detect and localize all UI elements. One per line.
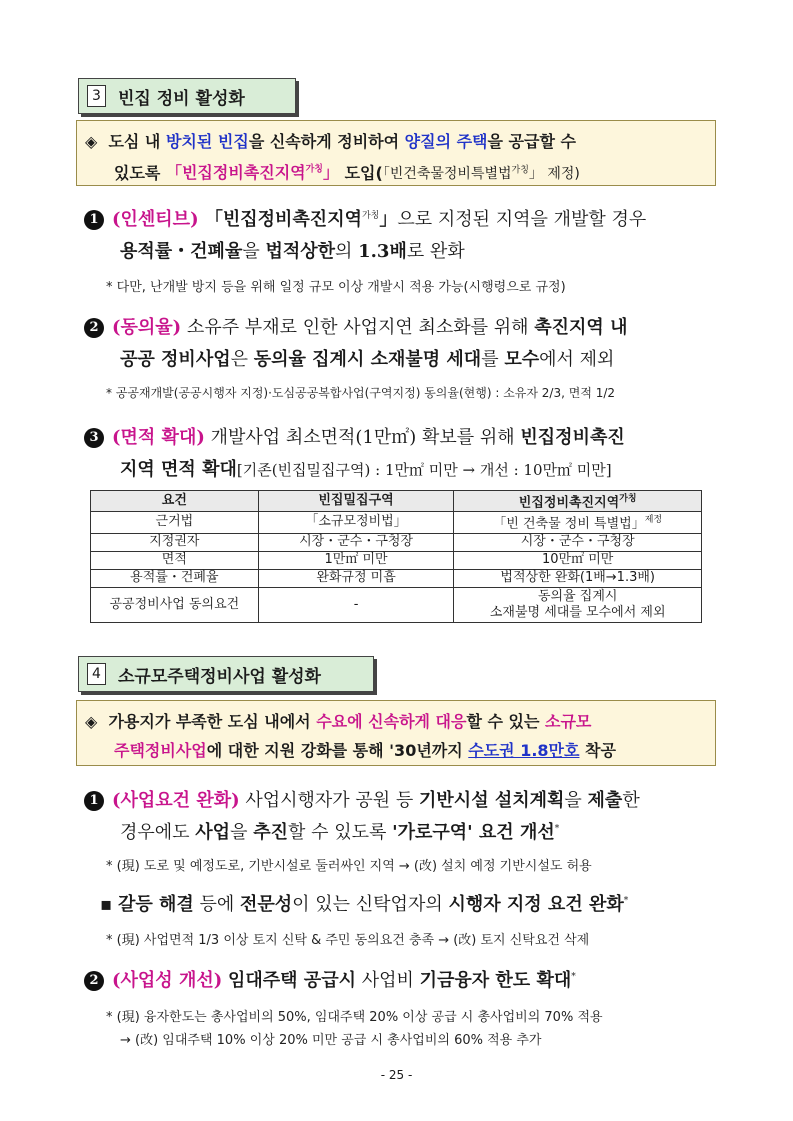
table-cell: 10만㎡ 미만 — [454, 551, 702, 569]
s3-item-2-line-2 — [120, 345, 614, 371]
table-cell: 「소규모정비법」 — [258, 512, 454, 533]
section-3-summary-box — [76, 120, 716, 186]
item-text: 법적상한 — [265, 241, 336, 262]
cell-text: 「빈 건축물 정비 특별법」 — [493, 516, 645, 532]
superscript: 가칭 — [619, 494, 637, 504]
diamond-bullet-icon: ◈ — [85, 712, 98, 731]
number-1-icon: 1 — [84, 791, 104, 811]
table-row — [91, 533, 702, 551]
summary-highlight — [166, 163, 339, 182]
square-bullet-icon: ▪ — [100, 894, 113, 915]
table-cell: 1만㎡ 미만 — [258, 551, 454, 569]
summary-highlight: 수도권 1.8만호 — [468, 741, 580, 760]
summary-highlight: 양질의 주택 — [404, 132, 488, 151]
item-text: 지역 면적 확대 — [120, 459, 237, 480]
summary-line-1 — [85, 127, 705, 156]
section-number-box: 3 — [87, 85, 106, 107]
item-text: 소유주 부재로 인한 사업지연 최소화를 위해 — [181, 317, 535, 338]
item-text: 1.3배 — [358, 241, 407, 262]
table-row — [91, 551, 702, 569]
header-text: 빈집정비촉진지역 — [518, 495, 620, 511]
s4-item-1-note: * (現) 도로 및 예정도로, 기반시설로 둘러싸인 지역 → (改) 설치 예정 기반시설도 허용 — [106, 859, 592, 874]
s3-item-3-line-1 — [84, 423, 625, 449]
cell-text: 소재불명 세대를 모수에서 제외 — [489, 604, 666, 620]
item-text: 이 있는 신탁업자의 — [292, 894, 449, 915]
s3-item-1-line-2 — [120, 237, 465, 263]
page-number: - 25 - — [380, 1068, 413, 1082]
item-text: 사업시행자가 공원 등 — [239, 790, 420, 811]
item-text: 시행자 지정 요건 완화 — [448, 894, 624, 915]
table-cell: 면적 — [91, 551, 259, 569]
superscript: 가칭 — [361, 211, 380, 221]
item-text: 한 — [622, 790, 640, 811]
item-text: [기존(빈집밀집구역) : 1만㎡ 미만 → 개선 : 10만㎡ 미만] — [236, 461, 612, 479]
item-text: 공공 정비사업 — [120, 349, 231, 370]
s4-item-2-note-1: * (現) 융자한도는 총사업비의 50%, 임대주택 20% 이상 공급 시 총사업비의 70% 적용 — [106, 1010, 603, 1025]
item-text: 경우에도 — [120, 822, 196, 843]
table-cell — [454, 512, 702, 533]
s3-item-2-note: * 공공재개발(공공시행자 지정)·도심공공복합사업(구역지정) 동의율(현행) : 소유자 2/3, 면적 1/2 — [106, 386, 616, 400]
summary-highlight: 소규모 — [545, 712, 592, 731]
item-text: 사업 — [195, 822, 231, 843]
superscript: * — [623, 896, 629, 906]
table-header-row — [91, 491, 702, 512]
number-3-icon: 3 — [84, 428, 104, 448]
item-label: (동의율) — [112, 317, 182, 338]
item-text: 로 완화 — [406, 241, 465, 262]
summary-text: 할 수 있는 — [466, 712, 546, 731]
section-4-summary-box — [76, 700, 716, 766]
item-text: 「빈집정비촉진지역 — [198, 209, 362, 230]
table-cell: 완화규정 미흡 — [258, 569, 454, 587]
item-text: 등에 — [193, 894, 240, 915]
item-text: '가로구역' 요건 개선 — [392, 822, 555, 843]
item-text: 할 수 있도록 — [287, 822, 393, 843]
summary-text: 있도록 — [114, 163, 166, 183]
section-number-box: 4 — [87, 663, 106, 685]
comparison-table — [90, 490, 702, 623]
section-3-header — [78, 78, 296, 114]
s3-item-1-line-1 — [84, 205, 646, 231]
summary-line-2 — [85, 156, 705, 189]
table-row — [91, 512, 702, 533]
s4-item-2-note-2: → (改) 임대주택 10% 이상 20% 미만 공급 시 총사업비의 60% 적용 추가 — [120, 1033, 542, 1048]
number-2-icon: 2 — [84, 971, 104, 991]
s3-item-1-note: * 다만, 난개발 방지 등을 위해 일정 규모 이상 개발시 적용 가능(시행령으로 규정) — [106, 280, 566, 295]
item-text: 전문성 — [240, 894, 293, 915]
table-cell: 공공정비사업 동의요건 — [91, 587, 259, 622]
table-cell: 지정권자 — [91, 533, 259, 551]
item-label: (사업요건 완화) — [112, 790, 240, 811]
item-label: (사업성 개선) — [112, 970, 223, 991]
item-text: 」 — [379, 209, 398, 230]
s3-item-3-line-2 — [120, 455, 612, 481]
item-text: 의 — [335, 241, 359, 262]
highlight-text: 「빈집정비촉진지역 — [165, 163, 306, 183]
section-title: 소규모주택정비사업 활성화 — [118, 666, 321, 687]
table-cell: 시장・군수・구청장 — [454, 533, 702, 551]
superscript: 가칭 — [305, 165, 323, 175]
item-label: (인센티브) — [112, 209, 199, 230]
section-title: 빈집 정비 활성화 — [118, 88, 245, 109]
item-text: 추진 — [253, 822, 288, 843]
summary-text: 을 공급할 수 — [487, 132, 576, 151]
item-text: 사업비 — [355, 970, 420, 991]
law-text: 」 제정) — [528, 166, 580, 183]
summary-text: 에 대한 지원 강화를 통해 '30년까지 — [206, 741, 469, 760]
summary-highlight: 수요에 신속하게 대응 — [316, 712, 467, 731]
superscript: 제정 — [644, 515, 663, 526]
s4-sub-note: * (現) 사업면적 1/3 이상 토지 신탁 & 주민 동의요건 충족 → (改) 토지 신탁요건 삭제 — [106, 933, 590, 948]
item-text: 동의율 집계시 소재불명 세대 — [253, 349, 482, 370]
superscript: * — [554, 824, 560, 834]
summary-text: 도입( — [339, 163, 383, 183]
law-text: 「빈건축물정비특별법 — [382, 166, 512, 183]
item-text: 을 — [242, 241, 266, 262]
summary-text: 가용지가 부족한 도심 내에서 — [108, 712, 317, 731]
summary-line-2 — [85, 736, 705, 765]
item-text: 갈등 해결 — [117, 894, 194, 915]
summary-highlight: 방치된 빈집 — [165, 132, 249, 151]
diamond-bullet-icon: ◈ — [85, 132, 98, 151]
summary-text: 착공 — [579, 741, 616, 760]
item-text: 모수 — [504, 349, 540, 370]
item-text: 은 — [230, 349, 254, 370]
table-cell: 법적상한 완화(1배→1.3배) — [454, 569, 702, 587]
item-text: 기반시설 설치계획 — [419, 790, 565, 811]
superscript: * — [571, 972, 576, 982]
cell-text: 동의율 집계시 — [537, 588, 618, 604]
item-text: 제출 — [587, 790, 623, 811]
table-cell: 시장・군수・구청장 — [258, 533, 454, 551]
s4-item-1-line-1 — [84, 786, 640, 812]
item-text: 에서 제외 — [539, 349, 615, 370]
table-row — [91, 569, 702, 587]
summary-line-1 — [85, 707, 705, 736]
item-text: 를 — [481, 349, 505, 370]
law-name — [383, 166, 580, 182]
s3-item-2-line-1 — [84, 313, 627, 339]
superscript: 가칭 — [511, 165, 529, 176]
highlight-text: 」 — [323, 163, 340, 183]
table-cell: 용적률・건폐율 — [91, 569, 259, 587]
item-text: 임대주택 공급시 — [227, 970, 356, 991]
s4-item-2-line-1 — [84, 966, 576, 992]
item-text: 기금융자 한도 확대 — [419, 970, 572, 991]
item-text: 빈집정비촉진 — [520, 427, 625, 448]
item-text: 개발사업 최소면적(1만㎡) 확보를 위해 — [204, 427, 521, 448]
number-1-icon: 1 — [84, 210, 104, 230]
item-text: 을 — [564, 790, 588, 811]
table-cell — [454, 587, 702, 622]
number-2-icon: 2 — [84, 318, 104, 338]
summary-text: 도심 내 — [108, 132, 166, 151]
item-text: 으로 지정된 지역을 개발할 경우 — [397, 209, 647, 230]
table-cell: - — [258, 587, 454, 622]
item-text: 촉진지역 내 — [534, 317, 628, 338]
item-text: 용적률・건폐율 — [120, 241, 243, 262]
item-label: (면적 확대) — [112, 427, 205, 448]
s4-item-1-line-2 — [120, 818, 559, 844]
summary-text: 을 신속하게 정비하여 — [248, 132, 405, 151]
s4-sub-bullet — [100, 890, 628, 916]
item-text: 을 — [230, 822, 254, 843]
table-cell: 근거법 — [91, 512, 259, 533]
section-4-header — [78, 656, 374, 692]
table-row — [91, 587, 702, 622]
table-header — [454, 491, 702, 512]
table-header: 요건 — [91, 491, 259, 512]
table-header: 빈집밀집구역 — [258, 491, 454, 512]
summary-highlight: 주택정비사업 — [114, 741, 207, 760]
